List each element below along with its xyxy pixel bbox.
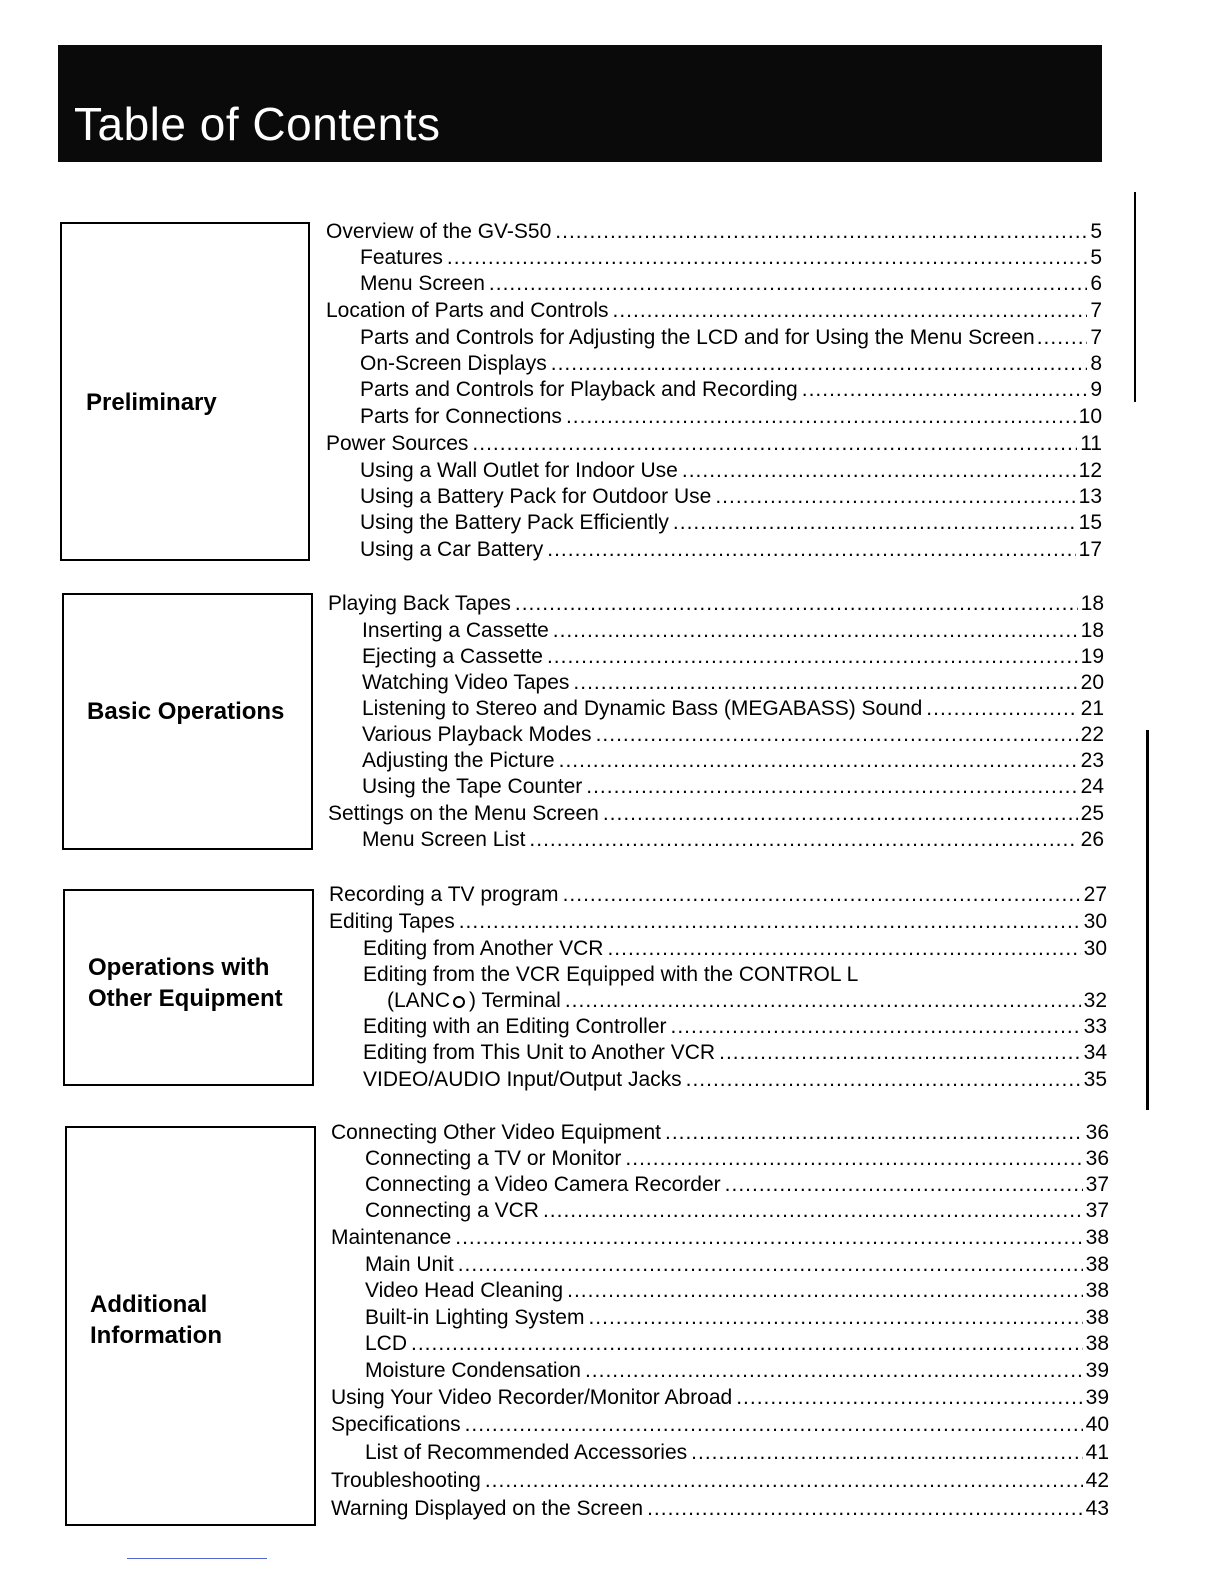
dot-leader [489, 271, 1087, 297]
toc-entry-title: Troubleshooting [331, 1469, 481, 1492]
toc-entry-page: 13 [1078, 485, 1102, 508]
dot-leader [567, 1278, 1083, 1304]
dot-leader [573, 670, 1077, 696]
toc-entry-page: 38 [1085, 1253, 1109, 1276]
toc-entry[interactable] [329, 1067, 1107, 1093]
dot-leader [625, 1146, 1082, 1172]
toc-entry-page: 38 [1085, 1279, 1109, 1302]
toc-entry[interactable] [328, 670, 1104, 696]
toc-entry-title: Specifications [331, 1413, 461, 1436]
scan-edge-line [1134, 192, 1136, 402]
toc-entry-title: Editing with an Editing Controller [363, 1015, 667, 1038]
toc-entry[interactable] [326, 271, 1102, 297]
section-box-additional-information [65, 1126, 316, 1526]
toc-entry-title: Menu Screen List [362, 828, 526, 851]
toc-entry-title: Watching Video Tapes [362, 671, 570, 694]
toc-entry-page: 18 [1080, 592, 1104, 615]
toc-entry[interactable] [326, 245, 1102, 271]
dot-leader [547, 644, 1078, 670]
toc-entry-title: Power Sources [326, 432, 469, 455]
toc-entry-page: 6 [1090, 272, 1102, 295]
toc-entry[interactable] [331, 1225, 1109, 1251]
toc-entry[interactable] [331, 1172, 1109, 1198]
toc-entry-title: Main Unit [365, 1253, 454, 1276]
dot-leader [547, 537, 1075, 563]
toc-entry-page: 37 [1085, 1173, 1109, 1196]
toc-entry-title [387, 988, 565, 1014]
toc-entry-title: Inserting a Cassette [362, 619, 549, 642]
toc-entry-title: Parts and Controls for Adjusting the LCD and for Using the Menu Screen [360, 326, 1035, 349]
section-label-line: Information [90, 1322, 222, 1349]
toc-entry[interactable] [329, 882, 1107, 908]
dot-leader [926, 696, 1077, 722]
toc-entry-page: 20 [1080, 671, 1104, 694]
toc-entry-page: 25 [1080, 802, 1104, 825]
toc-entry-title: Using the Battery Pack Efficiently [360, 511, 669, 534]
page-title: Table of Contents [74, 98, 441, 150]
dot-leader [682, 458, 1076, 484]
toc-entry-page: 21 [1080, 697, 1104, 720]
dot-leader [802, 377, 1088, 403]
toc-entry[interactable] [331, 1278, 1109, 1304]
title-bar [58, 45, 1102, 162]
section-box-preliminary [60, 222, 310, 561]
dot-leader [603, 801, 1078, 827]
toc-entry-page: 33 [1083, 1015, 1107, 1038]
toc-entry-page: 23 [1080, 749, 1104, 772]
toc-entry-title: Location of Parts and Controls [326, 299, 609, 322]
toc-entry-title: On-Screen Displays [360, 352, 547, 375]
toc-entry-page: 9 [1090, 378, 1102, 401]
toc-entry-title: Menu Screen [360, 272, 485, 295]
dot-leader [553, 618, 1078, 644]
toc-entry-page: 38 [1085, 1306, 1109, 1329]
toc-entry-title: Editing from This Unit to Another VCR [363, 1041, 716, 1064]
dot-leader [555, 219, 1087, 245]
toc-entry-page: 18 [1080, 619, 1104, 642]
section-label-operations-other-equipment [88, 952, 283, 1014]
toc-entry-title: Recording a TV program [329, 883, 559, 906]
section-label-basic-operations: Basic Operations [87, 698, 285, 725]
toc-entry[interactable] [328, 774, 1104, 800]
dot-leader [472, 431, 1077, 457]
dot-leader [691, 1440, 1082, 1466]
toc-entry-page: 26 [1080, 828, 1104, 851]
toc-entry-page: 10 [1078, 405, 1102, 428]
toc-entry-page: 30 [1083, 910, 1107, 933]
toc-entry[interactable] [326, 404, 1102, 430]
toc-entry[interactable] [326, 458, 1102, 484]
dot-leader [719, 1040, 1081, 1066]
dot-leader [485, 1468, 1083, 1494]
scan-edge-line [1146, 730, 1149, 1110]
dot-leader [458, 1252, 1083, 1278]
toc-entry-page: 24 [1080, 775, 1104, 798]
toc-entry[interactable] [329, 909, 1107, 935]
dot-leader [607, 936, 1080, 962]
dot-leader [447, 245, 1087, 271]
toc-entry[interactable] [331, 1120, 1109, 1146]
toc-entry[interactable] [329, 962, 862, 988]
toc-entry-page: 22 [1080, 723, 1104, 746]
toc-entry[interactable] [331, 1440, 1109, 1466]
toc-entry-title-part: ) Terminal [469, 989, 561, 1012]
toc-entry-title: Adjusting the Picture [362, 749, 555, 772]
dot-leader [586, 774, 1077, 800]
toc-entry[interactable] [331, 1146, 1109, 1172]
toc-entry[interactable] [331, 1331, 1109, 1357]
toc-entry[interactable] [331, 1198, 1109, 1224]
toc-entry-page: 40 [1085, 1413, 1109, 1436]
section-box-basic-operations [62, 593, 313, 850]
toc-entry[interactable] [326, 510, 1102, 536]
toc-entry-page: 37 [1085, 1199, 1109, 1222]
toc-entry-title: Overview of the GV-S50 [326, 220, 552, 243]
toc-entry[interactable] [326, 298, 1102, 324]
toc-entry-page: 38 [1085, 1332, 1109, 1355]
toc-entry-title: Editing from the VCR Equipped with the CONTROL L [363, 963, 859, 986]
toc-entry-title: LCD [365, 1332, 408, 1355]
section-label-line: Additional [90, 1291, 208, 1318]
section-label-line: Operations with [88, 954, 270, 981]
toc-entry[interactable] [328, 748, 1104, 774]
toc-entry-page: 5 [1090, 220, 1102, 243]
toc-entry-title: List of Recommended Accessories [365, 1441, 688, 1464]
toc-entry-page: 11 [1080, 432, 1102, 455]
toc-entry-title: Using a Car Battery [360, 538, 544, 561]
dot-leader [559, 748, 1078, 774]
toc-entry-title: Parts and Controls for Playback and Recording [360, 378, 798, 401]
section-label-line: Other Equipment [88, 985, 283, 1012]
dot-leader [515, 591, 1078, 617]
toc-entry-title: Using Your Video Recorder/Monitor Abroad [331, 1386, 733, 1409]
toc-entry-title: Features [360, 246, 443, 269]
toc-entry-title: Parts for Connections [360, 405, 562, 428]
toc-entry-page: 42 [1085, 1469, 1109, 1492]
toc-entry[interactable] [331, 1305, 1109, 1331]
toc-entry-title: VIDEO/AUDIO Input/Output Jacks [363, 1068, 682, 1091]
toc-entry-title: Video Head Cleaning [365, 1279, 564, 1302]
toc-entry-title: Connecting a TV or Monitor [365, 1147, 622, 1170]
toc-entry-page: 38 [1085, 1226, 1109, 1249]
toc-entry-title: Moisture Condensation [365, 1359, 581, 1382]
toc-entry[interactable] [328, 618, 1104, 644]
toc-entry[interactable] [326, 537, 1102, 563]
toc-entry-page: 12 [1078, 459, 1102, 482]
toc-entry-page: 34 [1083, 1041, 1107, 1064]
dot-leader [671, 1014, 1081, 1040]
toc-entry-title: Using the Tape Counter [362, 775, 583, 798]
toc-entry-title: Connecting a Video Camera Recorder [365, 1173, 721, 1196]
toc-entry-page: 41 [1085, 1441, 1109, 1464]
toc-entry-title: Connecting Other Video Equipment [331, 1121, 661, 1144]
toc-entry-page: 35 [1083, 1068, 1107, 1091]
toc-entry-title: Connecting a VCR [365, 1199, 539, 1222]
toc-entry-page: 39 [1085, 1359, 1109, 1382]
toc-entry[interactable] [329, 1014, 1107, 1040]
dot-leader [566, 404, 1076, 430]
toc-entry-page: 30 [1083, 937, 1107, 960]
toc-entry-page: 32 [1083, 989, 1107, 1012]
dot-leader [715, 484, 1075, 510]
toc-entry-page: 39 [1085, 1386, 1109, 1409]
dot-leader [411, 1331, 1083, 1357]
toc-entry-title: Warning Displayed on the Screen [331, 1497, 644, 1520]
toc-entry[interactable] [326, 484, 1102, 510]
lanc-terminal-icon [453, 996, 465, 1008]
dot-leader [465, 1412, 1083, 1438]
toc-entry-title: Various Playback Modes [362, 723, 592, 746]
toc-entry[interactable] [331, 1496, 1109, 1522]
toc-entry[interactable] [331, 1412, 1109, 1438]
dot-leader [686, 1067, 1081, 1093]
toc-entry[interactable] [328, 722, 1104, 748]
toc-entry-title: Editing from Another VCR [363, 937, 604, 960]
toc-entry-page: 19 [1080, 645, 1104, 668]
dot-leader [459, 909, 1081, 935]
dot-leader [613, 298, 1088, 324]
toc-entry-title: Using a Wall Outlet for Indoor Use [360, 459, 678, 482]
section-label-preliminary: Preliminary [86, 389, 217, 416]
toc-entry[interactable] [328, 801, 1104, 827]
toc-entry[interactable] [339, 988, 1107, 1014]
toc-entry[interactable] [331, 1252, 1109, 1278]
dot-leader [563, 882, 1081, 908]
toc-entry[interactable] [326, 431, 1102, 457]
dot-leader [665, 1120, 1083, 1146]
toc-entry-title: Settings on the Menu Screen [328, 802, 599, 825]
toc-entry-title: Playing Back Tapes [328, 592, 511, 615]
dot-leader [565, 988, 1081, 1014]
toc-entry[interactable] [329, 1040, 1107, 1066]
dot-leader [585, 1358, 1083, 1384]
toc-entry-page: 15 [1078, 511, 1102, 534]
scan-footer-line [127, 1558, 267, 1559]
dot-leader [588, 1305, 1082, 1331]
toc-entry-title: Maintenance [331, 1226, 452, 1249]
toc-entry[interactable] [328, 644, 1104, 670]
dot-leader [647, 1496, 1083, 1522]
toc-entry-page: 43 [1085, 1497, 1109, 1520]
toc-entry[interactable] [326, 351, 1102, 377]
dot-leader [455, 1225, 1082, 1251]
toc-entry[interactable] [331, 1358, 1109, 1384]
toc-entry-page: 36 [1085, 1121, 1109, 1144]
toc-entry-page: 36 [1085, 1147, 1109, 1170]
toc-entry-title: Editing Tapes [329, 910, 455, 933]
toc-entry[interactable] [328, 696, 1104, 722]
toc-entry-page: 17 [1078, 538, 1102, 561]
toc-entry-page: 7 [1090, 326, 1102, 349]
dot-leader [596, 722, 1078, 748]
toc-entry-page: 27 [1083, 883, 1107, 906]
toc-entry-title: Built-in Lighting System [365, 1306, 585, 1329]
toc-entry-page: 7 [1090, 299, 1102, 322]
toc-entry[interactable] [326, 219, 1102, 245]
toc-entry[interactable] [326, 325, 1102, 351]
dot-leader [673, 510, 1076, 536]
toc-entry-title-part: (LANC [387, 989, 451, 1012]
toc-entry[interactable] [329, 936, 1107, 962]
toc-entry-title: Listening to Stereo and Dynamic Bass (MEGABASS) Sound [362, 697, 923, 720]
toc-entry[interactable] [328, 591, 1104, 617]
dot-leader [736, 1385, 1082, 1411]
toc-entry[interactable] [331, 1385, 1109, 1411]
dot-leader [529, 827, 1077, 853]
section-box-operations-other-equipment [63, 889, 314, 1086]
toc-entry[interactable] [326, 377, 1102, 403]
dot-leader [725, 1172, 1083, 1198]
toc-entry[interactable] [331, 1468, 1109, 1494]
toc-entry-title: Using a Battery Pack for Outdoor Use [360, 485, 712, 508]
dot-leader [543, 1198, 1083, 1224]
toc-entry-title: Ejecting a Cassette [362, 645, 543, 668]
toc-entry-page: 8 [1090, 352, 1102, 375]
dot-leader [551, 351, 1088, 377]
toc-entry[interactable] [328, 827, 1104, 853]
dot-leader [1037, 325, 1088, 351]
section-label-additional-information [90, 1289, 222, 1351]
toc-entry-page: 5 [1090, 246, 1102, 269]
